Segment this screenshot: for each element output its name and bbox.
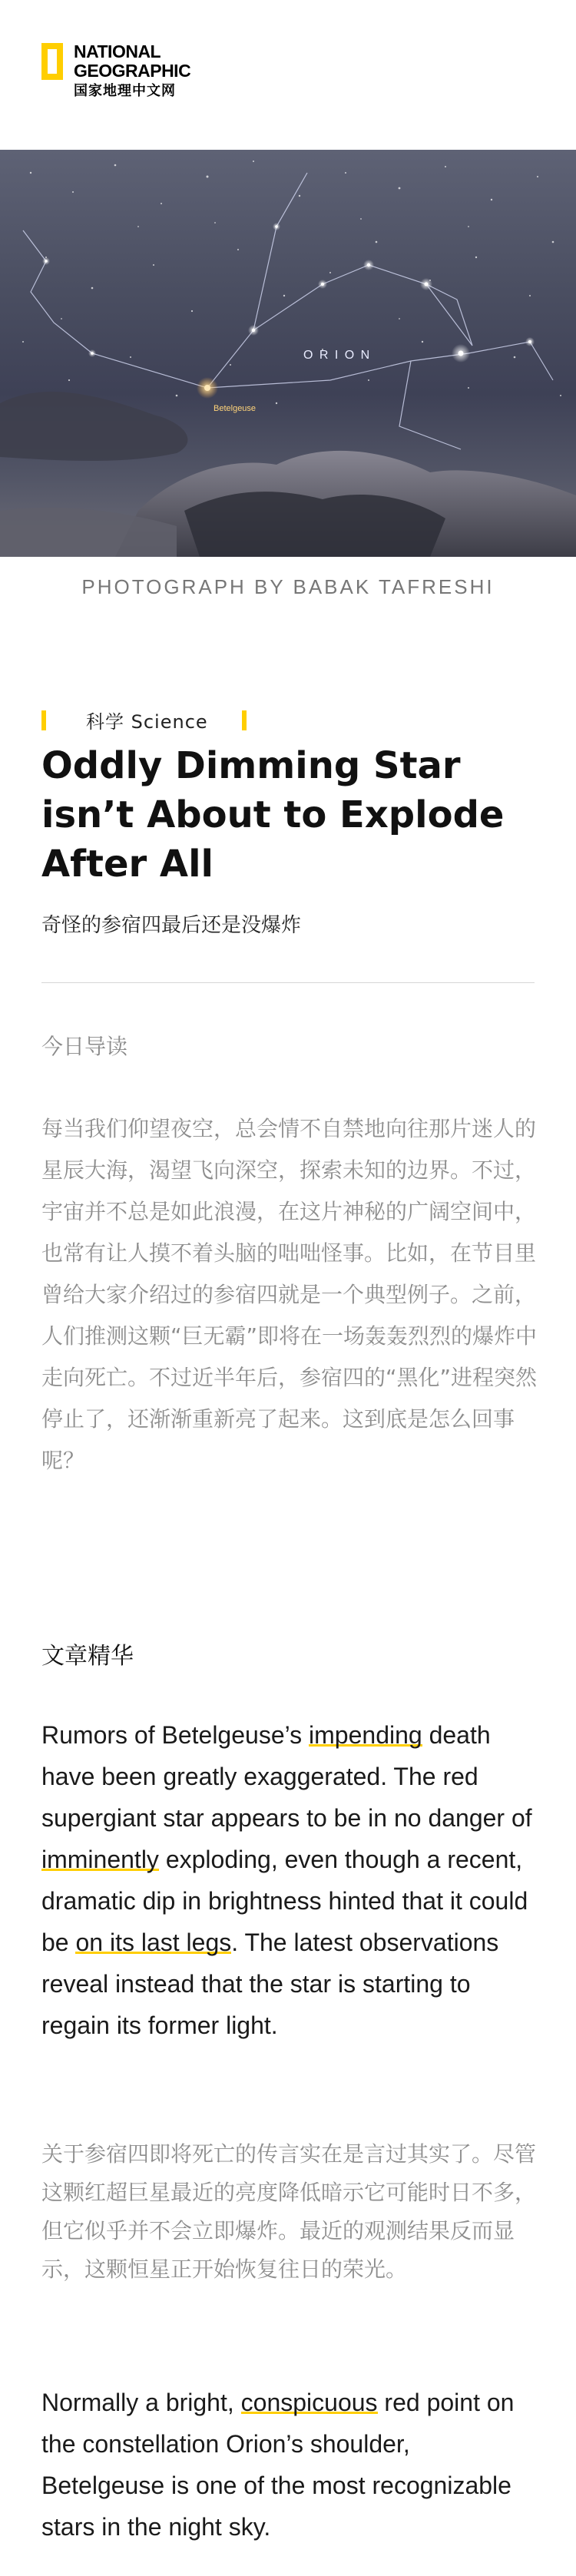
article-title: Oddly Dimming Star isn’t About to Explode After All xyxy=(41,744,505,886)
category-tag[interactable] xyxy=(41,707,247,733)
english-paragraph-2: Normally a bright, conspicuous red point on the constellation Orion’s shoulder, Betelgeuse is one of the most recognizable stars in the night sky. xyxy=(41,2389,515,2541)
logo-line-chinese: 国家地理中文网 xyxy=(74,83,176,99)
intro-label: 今日导读 xyxy=(41,1034,128,1059)
vocab-highlight-impending[interactable]: impending xyxy=(309,1721,422,1749)
orion-label: O R I O N xyxy=(303,349,372,362)
yellow-border-logo-icon xyxy=(41,43,63,80)
highlights-heading: 文章精华 xyxy=(41,1643,134,1670)
logo-line-geographic: GEOGRAPHIC xyxy=(74,61,191,81)
national-geographic-logo[interactable] xyxy=(41,43,190,98)
intro-paragraph: 每当我们仰望夜空，总会情不自禁地向往那片迷人的星辰大海，渴望飞向深空，探索未知的边界。不过，宇宙并不总是如此浪漫，在这片神秘的广阔空间中，也常有让人摸不着头脑的咄咄怪事。比如，在节目里曾给大家介绍过的参宿四就是一个典型例子。之前，人们推测这颗“巨无霸”即将在一场轰轰烈烈的爆炸中走向死亡。不过近半年后，参宿四的“黑化”进程突然停止了，还渐渐重新亮了起来。这到底是怎么回事呢？ xyxy=(41,1116,538,1473)
betelgeuse-label: Betelgeuse xyxy=(214,404,257,413)
chinese-translation-paragraph-1: 关于参宿四即将死亡的传言实在是言过其实了。尽管这颗红超巨星最近的亮度降低暗示它可能时日不多，但它似乎并不会立即爆炸。最近的观测结果反而显示，这颗恒星正开始恢复往日的荣光。 xyxy=(41,2141,537,2282)
site-header xyxy=(0,0,576,150)
vocab-highlight-imminently[interactable]: imminently xyxy=(41,1846,159,1873)
yellow-bar-right xyxy=(242,710,247,730)
logo-line-national: NATIONAL xyxy=(74,41,161,61)
photo-credit: PHOTOGRAPH BY BABAK TAFRESHI xyxy=(81,575,495,598)
divider xyxy=(41,982,535,983)
hero-photo xyxy=(0,150,576,557)
vocab-highlight-on-its-last-legs[interactable]: on its last legs xyxy=(75,1929,232,1956)
clouds xyxy=(0,392,576,557)
vocab-highlight-conspicuous[interactable]: conspicuous xyxy=(240,2389,378,2416)
article-subtitle-chinese: 奇怪的参宿四最后还是没爆炸 xyxy=(41,914,302,937)
background-stars xyxy=(22,161,561,404)
category-label: 科学 Science xyxy=(86,711,208,733)
english-paragraph-1: Rumors of Betelgeuse’s impending death have been greatly exaggerated. The red supergiant star appears to be in no danger of imminently exploding, even though a recent, dramatic dip in brightness hinted that it could be on its last legs. The latest observations reveal instead that the star is starting to regain its former light. xyxy=(41,1721,532,2039)
night-sky-illustration xyxy=(0,150,576,557)
yellow-bar-left xyxy=(41,710,46,730)
